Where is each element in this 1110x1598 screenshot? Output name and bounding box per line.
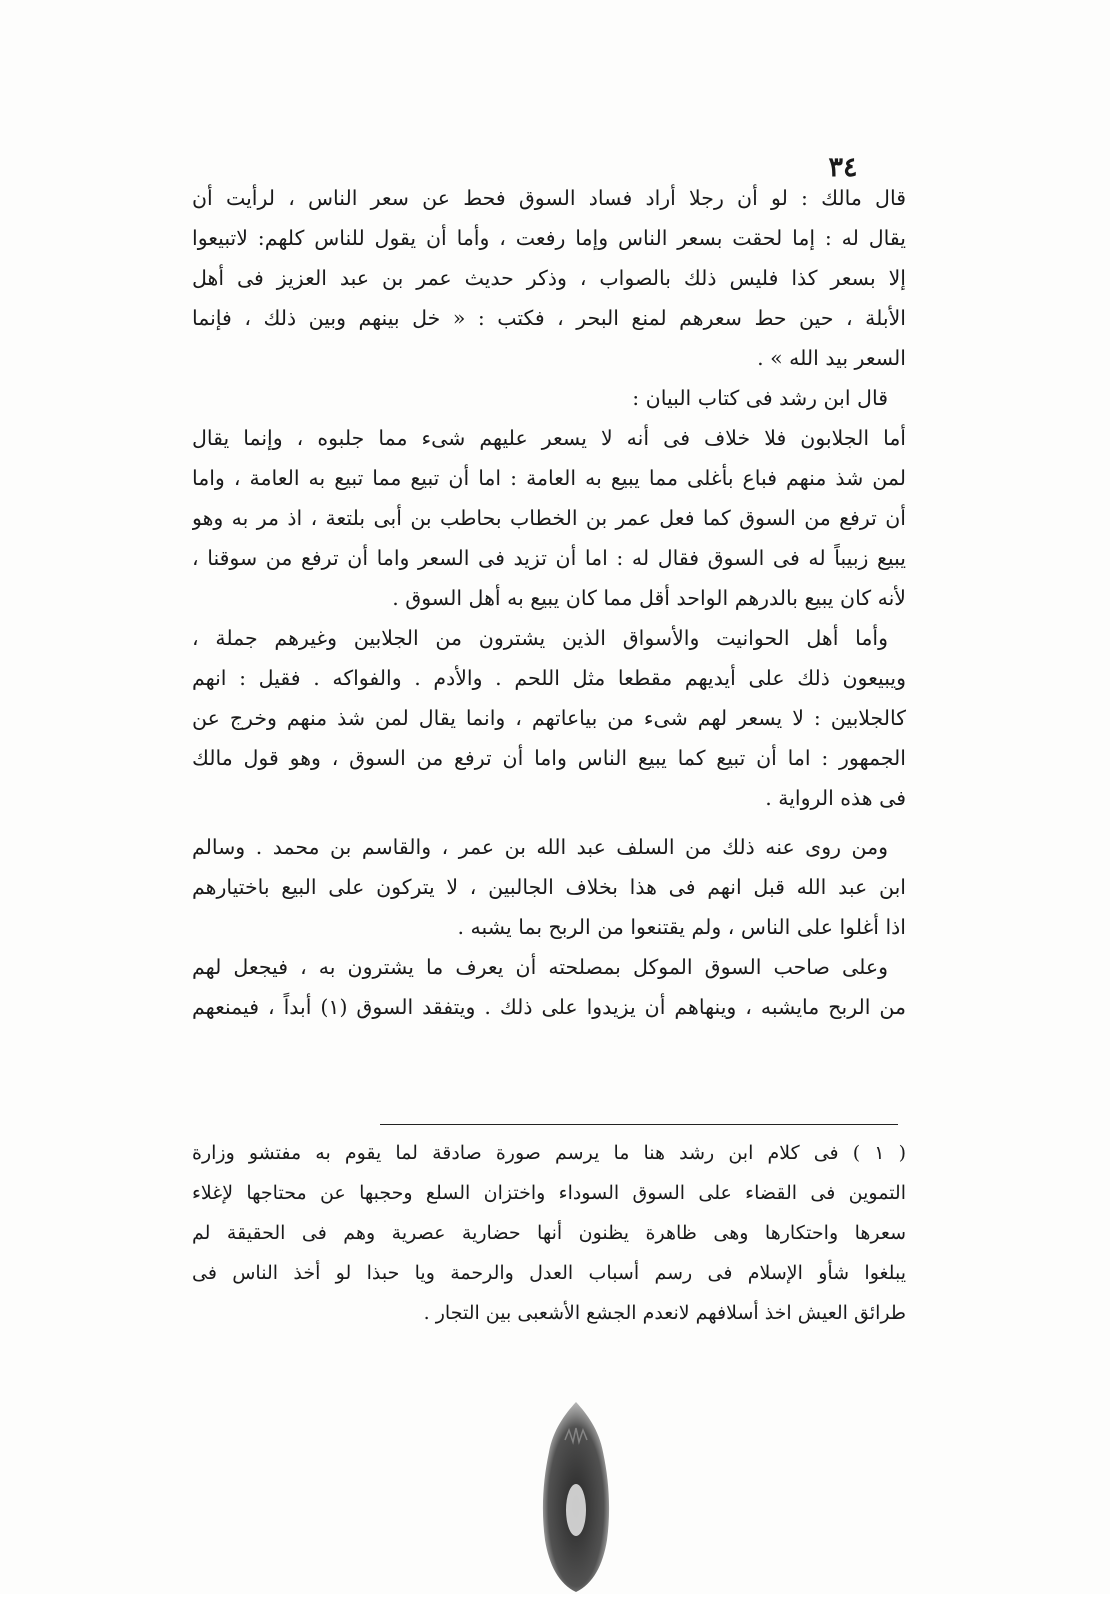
text-line: الجمهور : اما أن تبيع كما يبيع الناس واما أن ترفع من السوق ، وهو قول مالك: [192, 746, 906, 770]
footnote-line: سعرها واحتكارها وهى ظاهرة يظنون أنها حضارية عصرية وهم فى الحقيقة لم: [192, 1222, 906, 1244]
text-line: ابن عبد الله قبل انهم فى هذا بخلاف الجالبين ، لا يتركون على البيع باختيارهم: [192, 875, 906, 899]
text-line: اذا أغلوا على الناس ، ولم يقتنعوا من الربح بما يشبه .: [457, 915, 906, 939]
footnote: [192, 1133, 906, 1333]
footnote-divider: [380, 1124, 898, 1125]
page-number: ٣٤: [828, 152, 858, 183]
text-line: السعر بيد الله » .: [757, 346, 906, 370]
text-line: ومن روى عنه ذلك من السلف عبد الله بن عمر ، والقاسم بن محمد . وسالم: [192, 835, 888, 859]
text-line: ويبيعون ذلك على أيديهم مقطعا مثل اللحم . والأدم . والفواكه . فقيل : انهم: [192, 666, 906, 690]
text-line: لمن شذ منهم فباع بأغلى مما يبيع به العامة : اما أن تبيع مما تبيع به العامة ، واما: [192, 466, 906, 490]
text-line: أما الجلابون فلا خلاف فى أنه لا يسعر عليهم شىء مما جلبوه ، وإنما يقال: [192, 426, 906, 450]
text-line: يبيع زبيباً له فى السوق فقال له : اما أن تزيد فى السعر واما أن ترفع من سوقنا ،: [192, 546, 906, 570]
text-line: لأنه كان يبيع بالدرهم الواحد أقل مما كان يبيع به أهل السوق .: [392, 586, 906, 610]
text-line: فى هذه الرواية .: [765, 786, 906, 810]
text-line: يقال له : إما لحقت بسعر الناس وإما رفعت ، وأما أن يقول للناس كلهم: لاتبيعوا: [192, 226, 906, 250]
footnote-line: ( ١ ) فى كلام ابن رشد هنا ما يرسم صورة صادقة لما يقوم به مفتشو وزارة: [192, 1142, 906, 1164]
text-line: كالجلابين : لا يسعر لهم شىء من بياعاتهم ، وانما يقال لمن شذ منهم وخرج عن: [192, 706, 906, 730]
footnote-line: يبلغوا شأو الإسلام فى رسم أسباب العدل والرحمة ويا حبذا لو أخذ الناس فى: [192, 1262, 906, 1284]
text-line: أن ترفع من السوق كما فعل عمر بن الخطاب بحاطب بن أبى بلتعة ، اذ مر به وهو: [192, 506, 906, 530]
text-line: قال ابن رشد فى كتاب البيان :: [632, 386, 888, 410]
footnote-line: التموين فى القضاء على السوق السوداء واختزان السلع وحجبها عن محتاجها لإغلاء: [192, 1182, 906, 1204]
library-stamp-icon: [535, 1400, 617, 1594]
text-line: من الربح مايشبه ، وينهاهم أن يزيدوا على ذلك . ويتفقد السوق (١) أبداً ، فيمنعهم: [192, 995, 906, 1019]
footnote-line: طرائق العيش اخذ أسلافهم لانعدم الجشع الأشعبى بين التجار .: [423, 1302, 906, 1324]
text-line: إلا بسعر كذا فليس ذلك بالصواب ، وذكر حديث عمر بن عبد العزيز فى أهل: [192, 266, 906, 290]
text-line: وأما أهل الحوانيت والأسواق الذين يشترون من الجلابين وغيرهم جملة ،: [192, 626, 888, 650]
text-line: الأبلة ، حين حط سعرهم لمنع البحر ، فكتب : « خل بينهم وبين ذلك ، فإنما: [192, 306, 906, 330]
main-text: [192, 178, 906, 1027]
text-line: قال مالك : لو أن رجلا أراد فساد السوق فحط عن سعر الناس ، لرأيت أن: [192, 186, 906, 210]
text-line: وعلى صاحب السوق الموكل بمصلحته أن يعرف ما يشترون به ، فيجعل لهم: [192, 955, 888, 979]
